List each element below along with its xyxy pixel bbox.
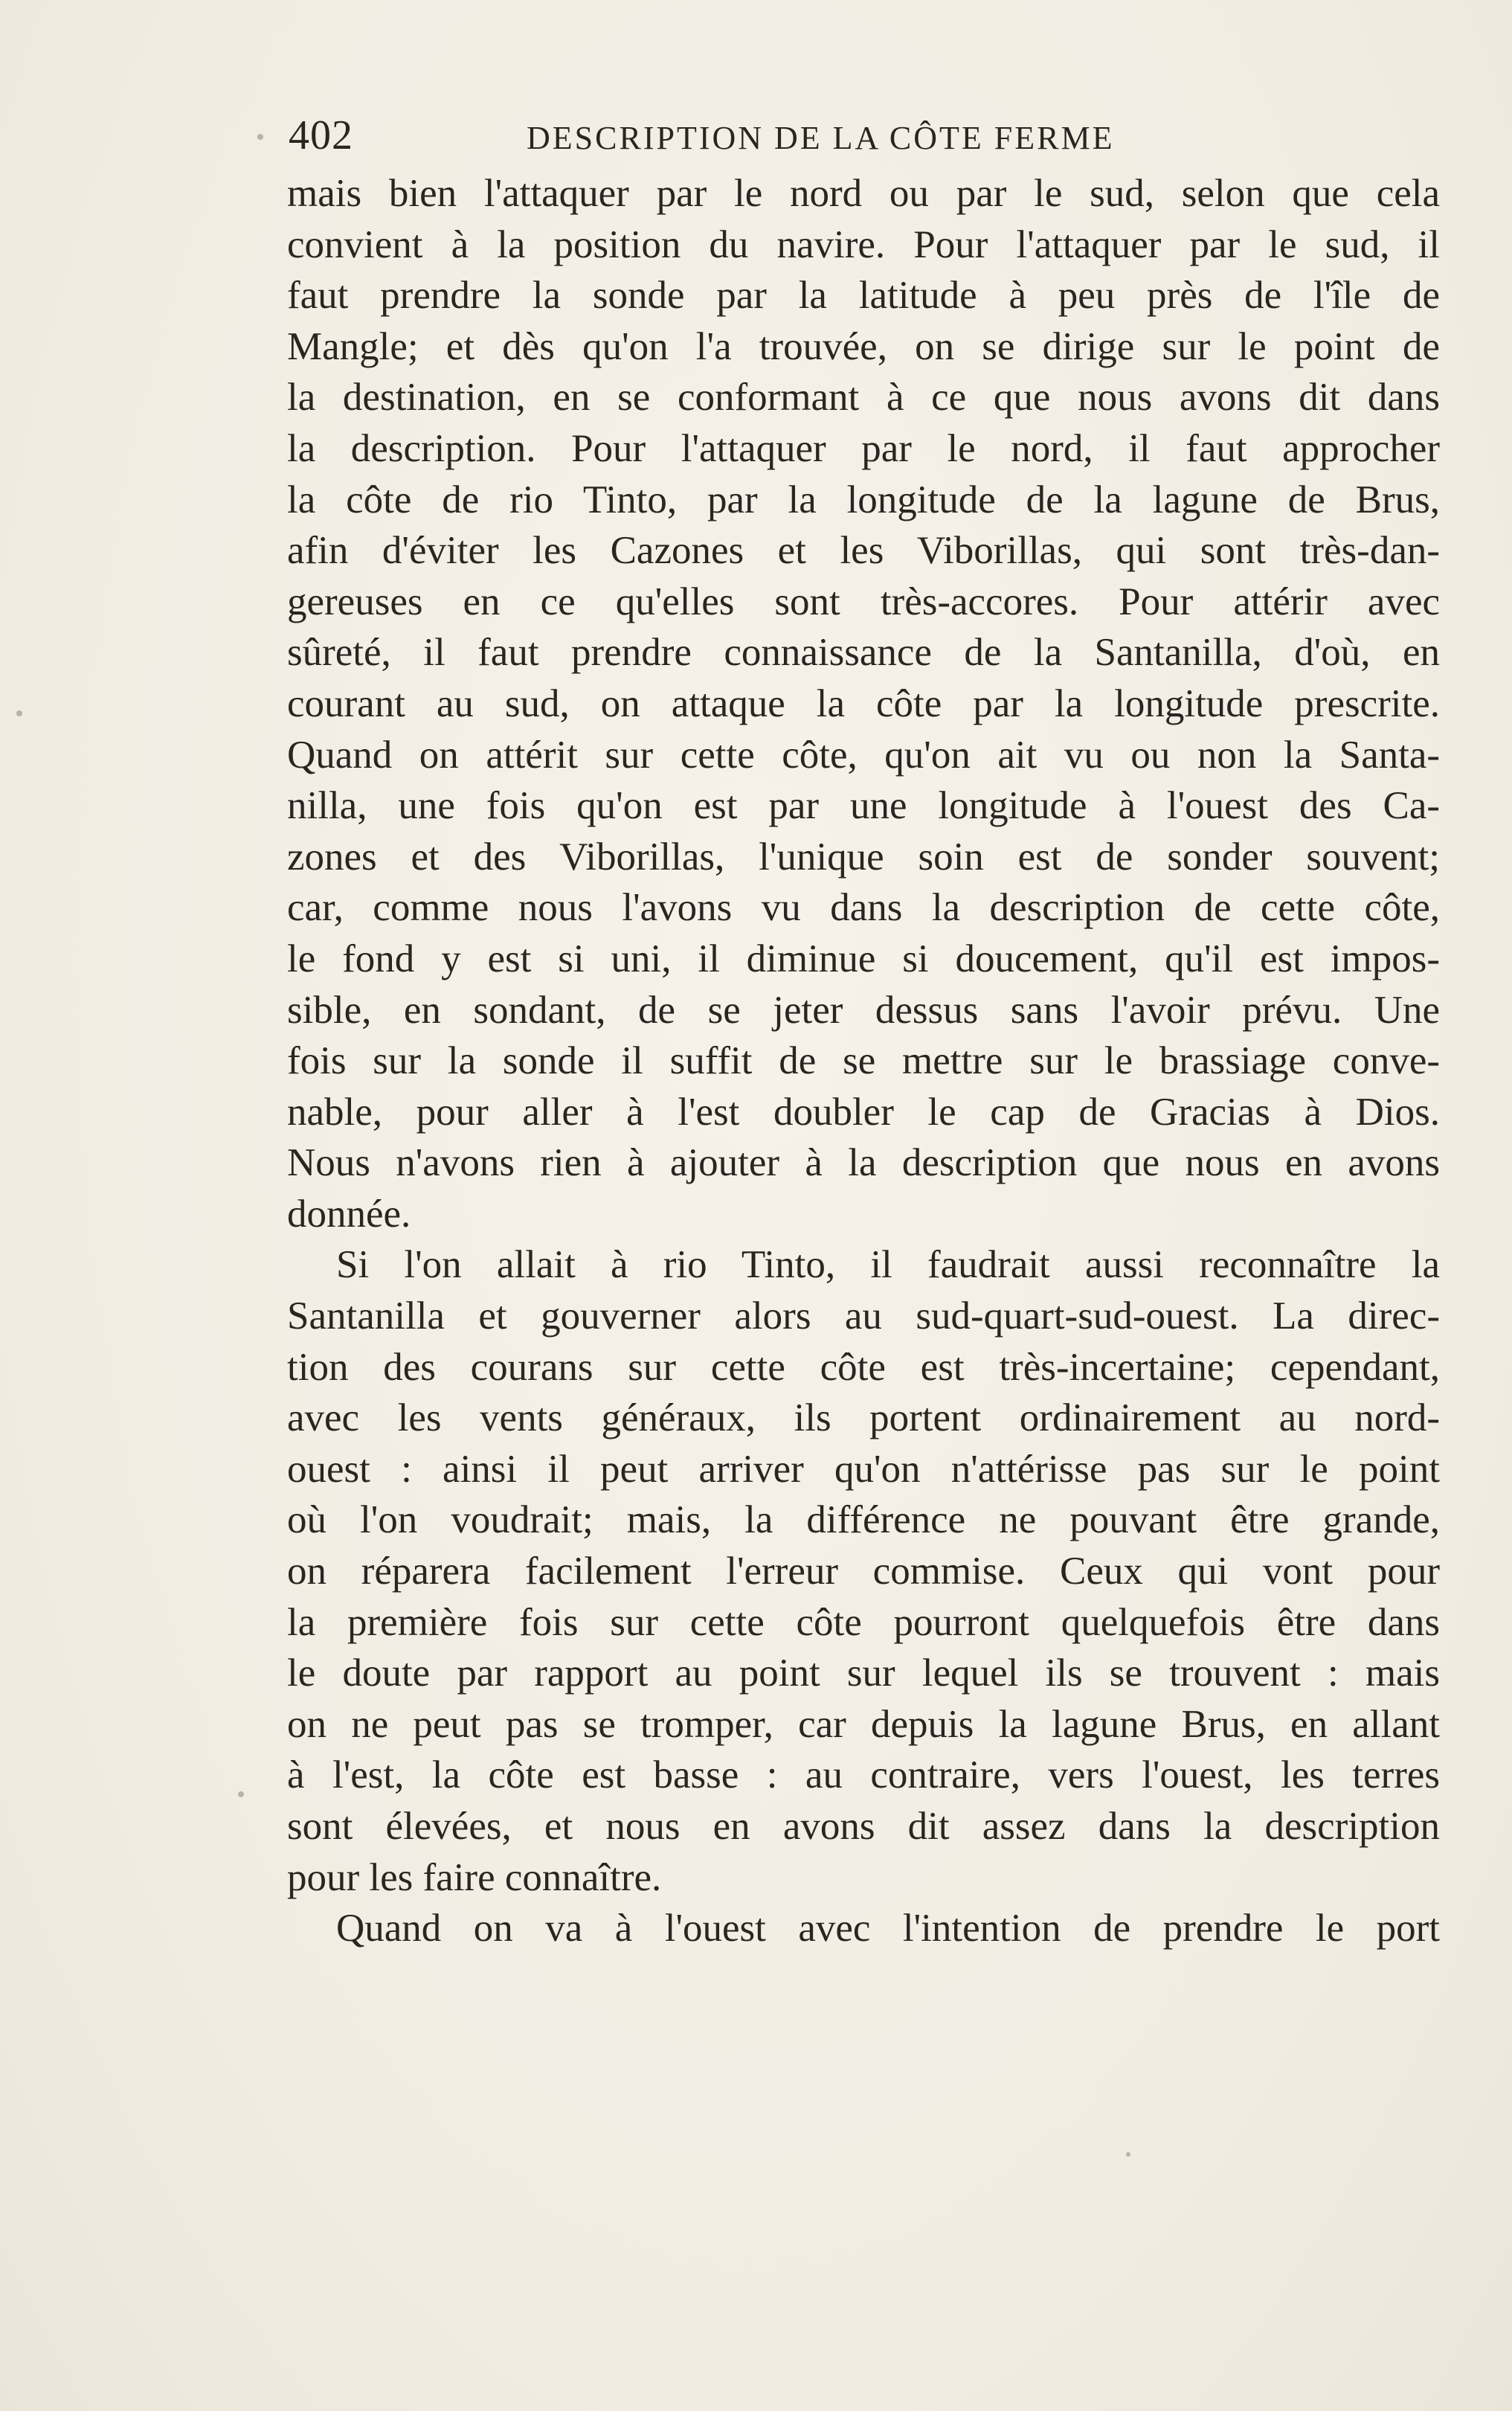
text-line: sûreté, il faut prendre connaissance de la Santanilla, d'où, en — [287, 631, 1440, 675]
paper-speck — [1126, 2152, 1130, 2157]
text-line: sont élevées, et nous en avons dit assez dans la description — [287, 1805, 1440, 1848]
text-line: la description. Pour l'attaquer par le nord, il faut approcher — [287, 426, 1440, 470]
text-line: Quand on va à l'ouest avec l'intention de prendre le port — [336, 1907, 1440, 1951]
text-line: la première fois sur cette côte pourront quelquefois être dans — [287, 1600, 1440, 1644]
text-line: faut prendre la sonde par la latitude à peu près de l'île de — [287, 274, 1440, 318]
text-line: car, comme nous l'avons vu dans la description de cette côte, — [287, 886, 1440, 930]
text-line: Santanilla et gouverner alors au sud-quart-sud-ouest. La direc- — [287, 1294, 1440, 1338]
paper-speck — [16, 710, 22, 716]
text-line: la côte de rio Tinto, par la longitude de la lagune de Brus, — [287, 478, 1440, 521]
text-line: fois sur la sonde il suffit de se mettre sur le brassiage conve- — [287, 1039, 1440, 1083]
text-line: courant au sud, on attaque la côte par la longitude prescrite. — [287, 681, 1440, 725]
text-line: avec les vents généraux, ils portent ordinairement au nord- — [287, 1396, 1440, 1440]
text-line: afin d'éviter les Cazones et les Viborillas, qui sont très-dan- — [287, 529, 1440, 573]
text-line: la destination, en se conformant à ce que nous avons dit dans — [287, 376, 1440, 420]
text-line: donnée. — [287, 1192, 411, 1236]
text-line: gereuses en ce qu'elles sont très-accores. Pour attérir avec — [287, 580, 1440, 623]
text-line: Si l'on allait à rio Tinto, il faudrait aussi reconnaître la — [336, 1243, 1440, 1287]
text-line: mais bien l'attaquer par le nord ou par le sud, selon que cela — [287, 172, 1440, 215]
text-line: on ne peut pas se tromper, car depuis la lagune Brus, en allant — [287, 1702, 1440, 1746]
text-line: à l'est, la côte est basse : au contraire, vers l'ouest, les terres — [287, 1753, 1440, 1797]
paper-speck — [257, 134, 263, 140]
text-line: Mangle; et dès qu'on l'a trouvée, on se dirige sur le point de — [287, 324, 1440, 368]
text-line: tion des courans sur cette côte est très-incertaine; cependant, — [287, 1345, 1440, 1389]
text-line: le doute par rapport au point sur lequel ils se trouvent : mais — [287, 1651, 1440, 1695]
body-text — [287, 168, 1440, 1954]
paper-speck — [238, 1791, 244, 1797]
text-line: nable, pour aller à l'est doubler le cap de Gracias à Dios. — [287, 1090, 1440, 1134]
running-title: DESCRIPTION DE LA CÔTE FERME — [527, 120, 1115, 156]
text-line: convient à la position du navire. Pour l'attaquer par le sud, il — [287, 222, 1440, 266]
text-line: ouest : ainsi il peut arriver qu'on n'attérisse pas sur le point — [287, 1447, 1440, 1491]
page-number: 402 — [289, 112, 353, 158]
text-line: le fond y est si uni, il diminue si doucement, qu'il est impos- — [287, 937, 1440, 980]
text-line: sible, en sondant, de se jeter dessus sans l'avoir prévu. Une — [287, 988, 1440, 1032]
page-header — [289, 112, 1440, 171]
text-line: zones et des Viborillas, l'unique soin est de sonder souvent; — [287, 835, 1440, 879]
text-line: pour les faire connaître. — [287, 1855, 662, 1899]
text-line: Nous n'avons rien à ajouter à la description que nous en avons — [287, 1141, 1440, 1185]
text-line: nilla, une fois qu'on est par une longitude à l'ouest des Ca- — [287, 784, 1440, 828]
text-line: Quand on attérit sur cette côte, qu'on ait vu ou non la Santa- — [287, 733, 1440, 777]
text-line: on réparera facilement l'erreur commise. Ceux qui vont pour — [287, 1550, 1440, 1593]
text-line: où l'on voudrait; mais, la différence ne pouvant être grande, — [287, 1498, 1440, 1542]
